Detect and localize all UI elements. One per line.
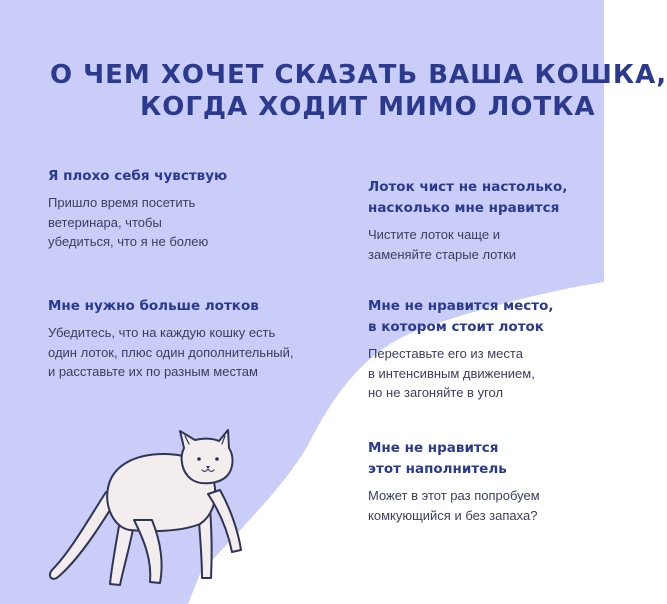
tip-heading-line: Лоток чист не настолько, — [368, 179, 568, 195]
tip-text-line: ветеринара, чтобы — [48, 214, 162, 230]
tip-heading-line: в котором стоит лоток — [368, 319, 544, 335]
tip-heading-line: этот наполнитель — [368, 461, 507, 477]
tip-text-line: комкующийся и без запаха? — [368, 507, 538, 523]
tip-text-line: убедиться, что я не болею — [48, 234, 209, 249]
tip-text-line: Может в этот раз попробуем — [368, 488, 540, 503]
tip-heading-line: Мне нужно больше лотков — [48, 298, 259, 314]
tip-heading-line: насколько мне нравится — [368, 200, 560, 216]
tip-text-line: Убедитесь, что на каждую кошку есть — [48, 325, 276, 340]
tip-text-line: и расставьте их по разным местам — [48, 364, 258, 379]
tip-heading-line: Мне не нравится место, — [368, 298, 554, 314]
tip-text-line: заменяйте старые лотки — [368, 246, 517, 262]
tip-heading-line: Я плохо себя чувствую — [48, 168, 228, 184]
tip-text-line: Переставьте его из места — [368, 346, 523, 361]
tip-text-line: но не загоняйте в угол — [368, 385, 504, 400]
tip-heading-line: Мне не нравится — [368, 440, 499, 456]
tip-text-line: Пришло время посетить — [48, 195, 196, 210]
tip-text-line: Чистите лоток чаще и — [368, 227, 500, 242]
tip-text-line: в интенсивным движением, — [368, 365, 535, 381]
title-line-2: КОГДА ХОДИТ МИМО ЛОТКА — [140, 92, 596, 122]
title-line-1: О ЧЕМ ХОЧЕТ СКАЗАТЬ ВАША КОШКА, — [50, 60, 667, 90]
tip-text-line: один лоток, плюс один дополнительный, — [48, 344, 294, 360]
